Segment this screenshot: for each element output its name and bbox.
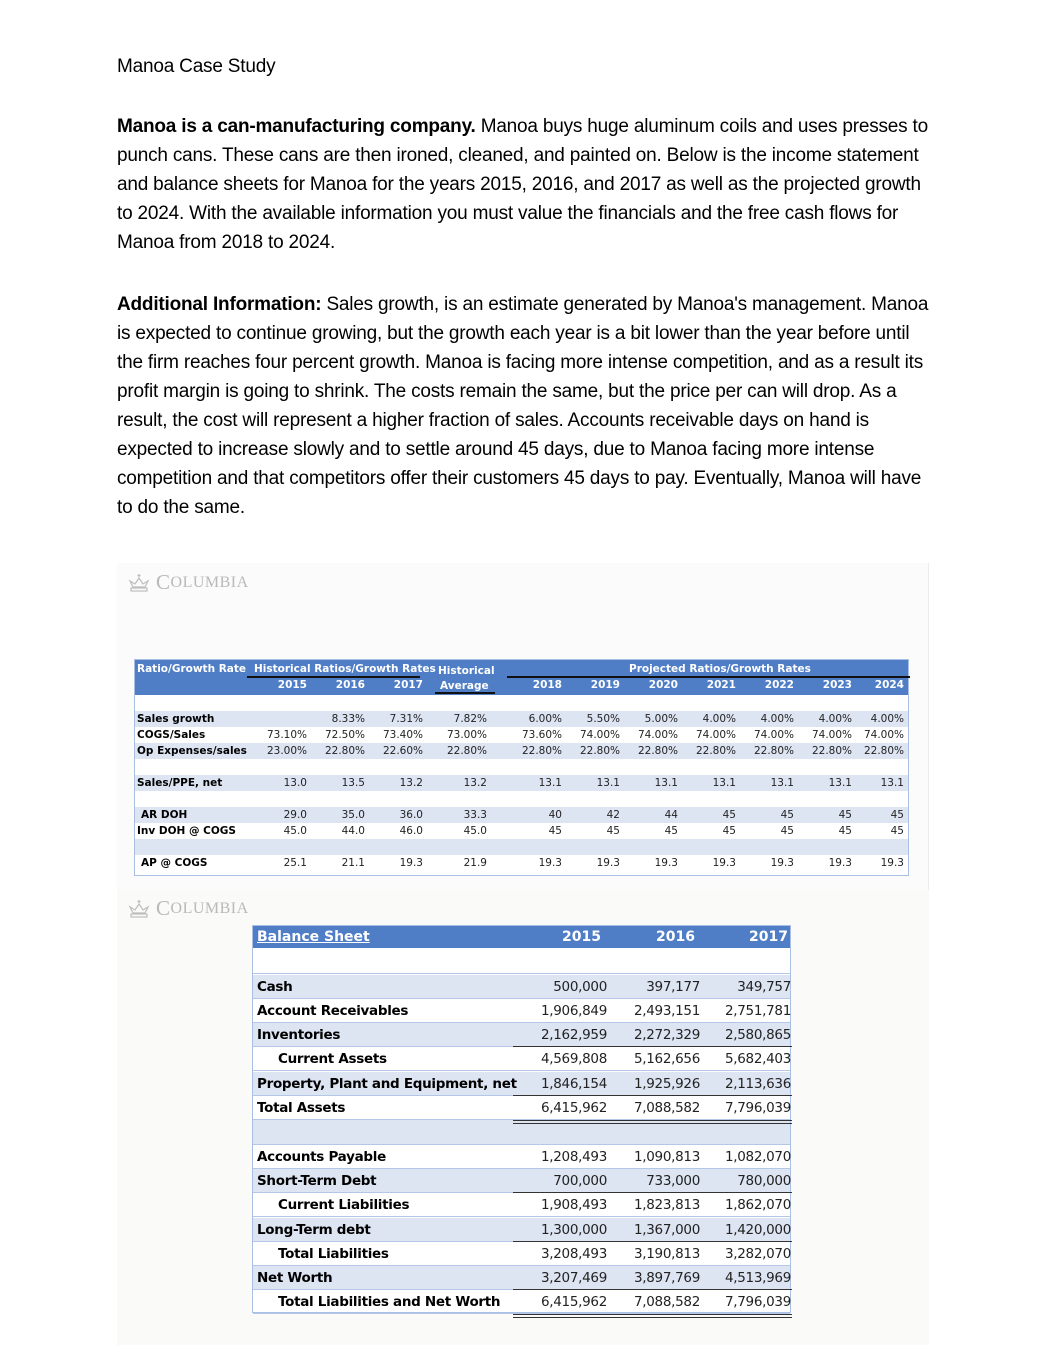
cell-value: 7,088,582 [633,1294,700,1310]
historical-value: 25.1 [283,857,307,869]
cell-value: 1,090,813 [633,1149,700,1165]
ratio-table-header [135,660,908,695]
cell-value: 3,208,493 [540,1246,607,1262]
projected-value: 73.60% [521,729,562,741]
projected-value: 22.80% [521,745,562,757]
cell-value: 6,415,962 [540,1294,607,1310]
cell-value: 2,580,865 [724,1027,791,1043]
projected-value: 13.1 [596,777,620,789]
cell-value: 780,000 [737,1173,791,1189]
projected-value: 45 [548,825,562,837]
historical-value: 21.1 [341,857,365,869]
logo-text-first: C [156,570,171,594]
table-row [253,1193,790,1217]
average-value: 7.82% [453,713,487,725]
average-value: 45.0 [463,825,487,837]
cell-value: 2,272,329 [633,1027,700,1043]
cell-value: 7,796,039 [724,1294,791,1310]
row-label: AR DOH [141,809,188,821]
year-header: 2023 [822,679,852,691]
cell-value: 1,082,070 [724,1149,791,1165]
logo-text-first: C [156,896,171,920]
additional-info-body: Sales growth, is an estimate generated by Manoa's management. Manoa is expected to continue growing, but the growth each year is a bit lower than the year before until the firm reaches four percent growth. Manoa is facing more intense competition, and as a result its profit margin is going to shrink. The costs remain the same, but the price per can will drop. As a result, the cost will represent a higher fraction of sales. Accounts receivable days on hand is expected to increase slowly and to settle around 45 days, due to Manoa facing more intense competition and that competitors offer their customers 45 days to pay. Eventually, Manoa will have to do the same. [117,294,929,518]
projected-value: 4.00% [818,713,852,725]
cell-value: 1,208,493 [540,1149,607,1165]
row-label: Sales growth [137,713,215,725]
historical-value: 7.31% [389,713,423,725]
cell-value: 1,906,849 [540,1003,607,1019]
projected-value: 13.1 [712,777,736,789]
year-header: 2017 [749,929,788,945]
cell-value: 6,415,962 [540,1100,607,1116]
table-row [253,1266,790,1290]
cell-value: 4,513,969 [724,1270,791,1286]
average-value: 73.00% [446,729,487,741]
cell-value: 2,493,151 [633,1003,700,1019]
projected-value: 13.1 [538,777,562,789]
table-row [135,727,908,743]
table-row [253,1023,790,1047]
cell-value: 349,757 [737,979,791,995]
year-header: 2018 [532,679,562,691]
projected-value: 19.3 [770,857,794,869]
projected-value: 45 [780,809,794,821]
average-value: 13.2 [463,777,487,789]
historical-value: 13.5 [341,777,365,789]
ratio-growth-table [134,659,909,876]
logo-text-rest: OLUMBIA [170,899,249,917]
year-header: 2020 [648,679,678,691]
projected-value: 22.80% [753,745,794,757]
historical-average-header-1: Historical [438,665,495,677]
historical-value: 13.2 [399,777,423,789]
projected-value: 74.00% [811,729,852,741]
year-header: 2022 [764,679,794,691]
cell-value: 7,088,582 [633,1100,700,1116]
table-row [253,1047,790,1071]
projected-value: 74.00% [863,729,904,741]
historical-value: 8.33% [331,713,365,725]
row-label: Inventories [257,1027,341,1043]
year-header: 2016 [656,929,695,945]
row-label: Cash [257,979,293,995]
double-total-rule [513,1314,792,1318]
row-label: AP @ COGS [141,857,208,869]
historical-value: 29.0 [283,809,307,821]
cell-value: 5,162,656 [633,1051,700,1067]
table-row [135,743,908,759]
projected-value: 45 [838,825,852,837]
cell-value: 4,569,808 [540,1051,607,1067]
historical-value: 44.0 [341,825,365,837]
historical-value: 19.3 [399,857,423,869]
logo-text-rest: OLUMBIA [170,573,249,591]
historical-average-header-2: Average [440,680,489,692]
projected-value: 19.3 [654,857,678,869]
row-label: Net Worth [257,1270,333,1286]
cell-value: 3,897,769 [633,1270,700,1286]
projected-value: 19.3 [880,857,904,869]
row-label: Account Receivables [257,1003,409,1019]
columbia-logo [128,570,249,595]
table-row [253,1072,790,1096]
cell-value: 733,000 [646,1173,700,1189]
year-header: 2017 [393,679,423,691]
projected-value: 74.00% [637,729,678,741]
year-header: 2024 [874,679,904,691]
table-row [135,775,908,791]
total-rule [513,1046,792,1047]
projected-value: 74.00% [753,729,794,741]
row-label: Sales/PPE, net [137,777,223,789]
balance-sheet-table [252,925,791,1313]
document-title: Manoa Case Study [117,56,276,77]
cell-value: 5,682,403 [724,1051,791,1067]
row-label: COGS/Sales [137,729,206,741]
historical-value: 36.0 [399,809,423,821]
projected-value: 42 [606,809,620,821]
historical-value: 72.50% [324,729,365,741]
projected-value: 22.80% [695,745,736,757]
cell-value: 3,190,813 [633,1246,700,1262]
projected-value: 40 [548,809,562,821]
projected-group-header: Projected Ratios/Growth Rates [629,663,811,675]
total-rule [513,1289,792,1290]
columbia-logo [128,896,249,921]
row-shading [135,839,908,855]
projected-value: 19.3 [538,857,562,869]
projected-value: 6.00% [528,713,562,725]
intro-lead: Manoa is a can-manufacturing company. [117,116,476,137]
year-header: 2015 [562,929,601,945]
row-label: Accounts Payable [257,1149,386,1165]
total-rule [513,1192,792,1193]
projected-value: 22.80% [579,745,620,757]
projected-value: 45 [664,825,678,837]
cell-value: 1,367,000 [633,1222,700,1238]
projected-value: 44 [664,809,678,821]
row-label: Inv DOH @ COGS [137,825,236,837]
projected-value: 22.80% [637,745,678,757]
projected-value: 45 [722,825,736,837]
cell-value: 3,282,070 [724,1246,791,1262]
cell-value: 1,300,000 [540,1222,607,1238]
historical-value: 22.80% [324,745,365,757]
cell-value: 3,207,469 [540,1270,607,1286]
cell-value: 2,113,636 [724,1076,791,1092]
additional-info-lead: Additional Information: [117,294,322,315]
projected-value: 13.1 [770,777,794,789]
cell-value: 397,177 [646,979,700,995]
row-label: Total Liabilities [278,1246,389,1262]
table-row [135,855,908,871]
balance-sheet-title: Balance Sheet [257,929,370,945]
historical-value: 73.10% [266,729,307,741]
cell-value: 2,751,781 [724,1003,791,1019]
year-header: 2019 [590,679,620,691]
cell-value: 500,000 [553,979,607,995]
year-header: 2016 [335,679,365,691]
average-value: 21.9 [463,857,487,869]
double-total-rule [513,1120,792,1124]
table-row [253,1218,790,1242]
projected-value: 4.00% [702,713,736,725]
historical-value: 13.0 [283,777,307,789]
projected-value: 4.00% [760,713,794,725]
row-label: Current Assets [278,1051,387,1067]
crown-icon [128,574,150,592]
projected-value: 45 [722,809,736,821]
table-row [253,1242,790,1266]
cell-value: 1,823,813 [633,1197,700,1213]
cell-value: 2,162,959 [540,1027,607,1043]
projected-value: 13.1 [880,777,904,789]
table-row [253,1096,790,1120]
cell-value: 1,420,000 [724,1222,791,1238]
projected-value: 74.00% [579,729,620,741]
historical-value: 46.0 [399,825,423,837]
cell-value: 1,846,154 [540,1076,607,1092]
projected-value: 13.1 [828,777,852,789]
year-header: 2021 [706,679,736,691]
historical-value: 73.40% [382,729,423,741]
projected-value: 13.1 [654,777,678,789]
historical-value: 35.0 [341,809,365,821]
total-rule [513,1095,792,1096]
row-label: Current Liabilities [278,1197,410,1213]
historical-value: 22.60% [382,745,423,757]
additional-info-paragraph [117,290,932,522]
table-row [253,999,790,1023]
table-row [135,823,908,839]
average-value: 22.80% [446,745,487,757]
cell-value: 7,796,039 [724,1100,791,1116]
table-row [135,807,908,823]
projected-value: 45 [890,825,904,837]
projected-value: 45 [606,825,620,837]
intro-paragraph [117,112,932,257]
historical-group-header: Historical Ratios/Growth Rates [254,663,436,675]
row-label: Short-Term Debt [257,1173,377,1189]
projected-value: 19.3 [828,857,852,869]
table-row [253,975,790,999]
projected-value: 22.80% [811,745,852,757]
balance-sheet-header [253,926,790,948]
projected-value: 45 [890,809,904,821]
cell-value: 1,925,926 [633,1076,700,1092]
row-label: Long-Term debt [257,1222,371,1238]
row-label: Total Assets [257,1100,346,1116]
cell-value: 1,862,070 [724,1197,791,1213]
projected-value: 22.80% [863,745,904,757]
table-row [253,1145,790,1169]
projected-value: 45 [780,825,794,837]
crown-icon [128,900,150,918]
table-row [253,1290,790,1314]
projected-value: 19.3 [712,857,736,869]
projected-value: 74.00% [695,729,736,741]
cell-value: 700,000 [553,1173,607,1189]
intro-body: Manoa buys huge aluminum coils and uses presses to punch cans. These cans are then ironed, cleaned, and painted on. Below is the income statement and balance sheets for Manoa for the years 2015, 2016, and 2017 as well as the projected growth to 2024. With the available information you must value the financials and the free cash flows for Manoa from 2018 to 2024. [117,116,928,253]
projected-value: 5.00% [644,713,678,725]
average-value: 33.3 [463,809,487,821]
year-header: 2015 [277,679,307,691]
ratio-header-label: Ratio/Growth Rate [137,663,247,675]
empty-row [253,948,790,974]
projected-value: 45 [838,809,852,821]
table-row [135,711,908,727]
historical-value: 45.0 [283,825,307,837]
row-label: Op Expenses/sales [137,745,247,757]
table-row [253,1169,790,1193]
projected-value: 5.50% [586,713,620,725]
row-label: Property, Plant and Equipment, net [257,1076,517,1092]
total-rule [513,1241,792,1242]
row-label: Total Liabilities and Net Worth [278,1294,501,1310]
cell-value: 1,908,493 [540,1197,607,1213]
projected-value: 19.3 [596,857,620,869]
historical-value: 23.00% [266,745,307,757]
projected-value: 4.00% [870,713,904,725]
